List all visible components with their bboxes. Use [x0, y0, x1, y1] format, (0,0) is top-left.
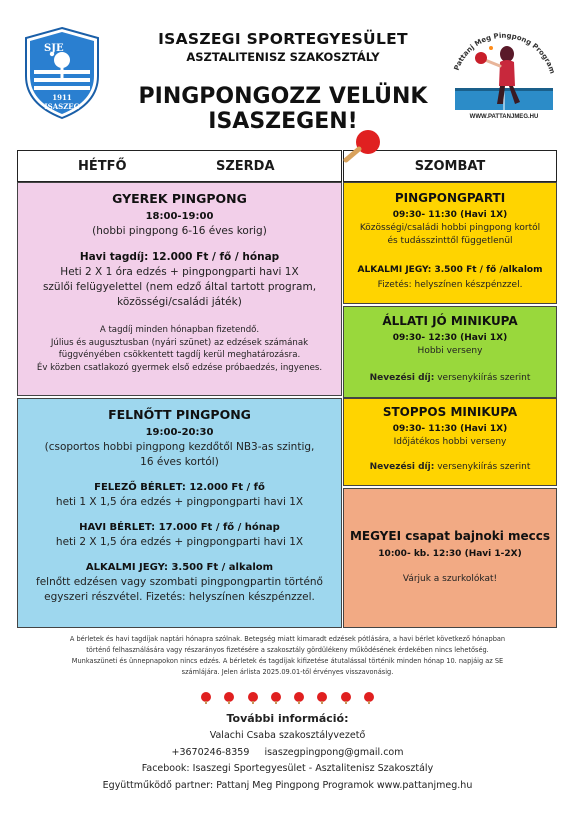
county-match-box [343, 488, 557, 628]
club-title: ISASZEGI SPORTEGYESÜLET [158, 30, 408, 48]
info-contact: Valachi Csaba szakosztályvezető [209, 730, 366, 741]
kids-note3: függvényében csökkentett tagdíj kerül meghatározásra. [58, 350, 301, 360]
kids-desc1: Heti 2 X 1 óra edzés + pingpongparti havi 1X [60, 266, 299, 278]
stop-desc: Időjátékos hobbi verseny [393, 437, 507, 447]
club-subtitle: ASZTALITENISZ SZAKOSZTÁLY [186, 50, 380, 64]
shield-initials: SJE [44, 43, 64, 54]
adult-monthly-pass-desc: heti 2 X 1,5 óra edzés + pingpongparti havi 1X [55, 536, 304, 548]
header [118, 30, 448, 134]
stop-time: 09:30- 11:30 (Havi 1X) [392, 424, 508, 434]
paddle-ball-icon [247, 692, 259, 704]
stop-minicup-box [343, 398, 557, 486]
kids-title: GYEREK PINGPONG [112, 191, 247, 206]
county-desc: Várjuk a szurkolókat! [402, 574, 498, 584]
header-wednesday: SZERDA [216, 158, 275, 174]
minicup-title: ÁLLATI JÓ MINIKUPA [382, 314, 518, 328]
weekday-header [17, 150, 342, 182]
minicup-time: 09:30- 12:30 (Havi 1X) [392, 333, 508, 343]
paddle-ball-icon [223, 692, 235, 704]
info-partner: Együttműködő partner: Pattanj Meg Pingpong Programok www.pattanjmeg.hu [102, 779, 473, 791]
footnote-line3: Munkaszüneti és ünnepnapokon nincs edzés. A bérletek és tagdíjak kifizetése átutalással történik minden hónap 10. napjáig az SE [71, 657, 504, 665]
adult-pingpong-box [17, 398, 342, 628]
adult-monthly-pass-title: HAVI BÉRLET: 17.000 Ft / fő / hónap [79, 522, 280, 533]
party-ticket: ALKALMI JEGY: 3.500 Ft / fő /alkalom [357, 265, 543, 275]
adult-time: 19:00-20:30 [145, 427, 214, 438]
stop-fee-value: versenykiírás szerint [434, 462, 531, 472]
party-time: 09:30- 11:30 (Havi 1X) [392, 210, 508, 220]
adult-title: FELNŐTT PINGPONG [108, 407, 251, 422]
paddle-ball-icon [316, 692, 328, 704]
animal-minicup-box [343, 306, 557, 398]
info-facebook: Facebook: Isaszegi Sportegyesület - Asztalitenisz Szakosztály [141, 763, 434, 774]
stop-fee-label: Nevezési díj: [369, 462, 435, 472]
minicup-fee-label: Nevezési díj: [369, 373, 435, 383]
info-title: További információ: [226, 712, 349, 725]
kids-pingpong-box [17, 182, 342, 396]
ball-divider [200, 692, 375, 706]
party-payment: Fizetés: helyszínen készpénzzel. [377, 280, 523, 290]
minicup-fee-value: versenykiírás szerint [434, 373, 531, 383]
kids-note2: Július és augusztusban (nyári szünet) az edzések számának [50, 337, 309, 348]
header-saturday: SZOMBAT [414, 158, 486, 174]
paddle-ball-icon [363, 692, 375, 704]
footnote-line4: számlájára. Jelen árlista 2025.09.01-től érvényes visszavonásig. [181, 668, 394, 676]
party-desc1: Közösségi/családi hobbi pingpong kortól [359, 223, 541, 233]
kids-desc2: szülői felügyelettel (nem edző által tartott program, [42, 281, 317, 293]
kids-note4: Év közben csatlakozó gyermek első edzése próbaedzés, ingyenes. [36, 362, 323, 373]
paddle-ball-icon [293, 692, 305, 704]
adult-half-pass-desc: heti 1 X 1,5 óra edzés + pingpongparti havi 1X [55, 496, 304, 508]
adult-desc2: 16 éves kortól) [140, 456, 219, 468]
paddle-ball-icon [270, 692, 282, 704]
adult-half-pass-title: FELEZŐ BÉRLET: 12.000 Ft / fő [94, 482, 265, 493]
adult-desc1: (csoportos hobbi pingpong kezdőtől NB3-as szintig, [44, 441, 315, 453]
adult-single-ticket-title: ALKALMI JEGY: 3.500 Ft / alkalom [85, 562, 274, 573]
partner-arc-text: Pattanj Meg Pingpong Program [452, 31, 557, 75]
stop-title: STOPPOS MINIKUPA [382, 405, 518, 419]
pingpong-party-box [343, 182, 557, 304]
paddle-ball-icon [340, 692, 352, 704]
stop-fee [344, 461, 556, 474]
headline-line2: ISASZEGEN! [208, 109, 358, 134]
info-phone-email: +3670246-8359 isaszegpingpong@gmail.com [171, 746, 404, 758]
kids-note1: A tagdíj minden hónapban fizetendő. [99, 325, 260, 335]
minicup-fee [344, 372, 556, 385]
kids-fee: Havi tagdíj: 12.000 Ft / fő / hónap [79, 251, 280, 263]
shield-town: ISASZEG [44, 102, 80, 111]
headline-line1: PINGPONGOZZ VELÜNK [138, 84, 428, 109]
party-title: PINGPONGPARTI [394, 191, 506, 205]
paddle-ball-icon [200, 692, 212, 704]
paddle-icon [340, 126, 384, 166]
club-shield-logo [22, 26, 102, 120]
partner-url: WWW.PATTANJMEG.HU [469, 114, 539, 120]
party-desc2: és tudásszinttől függetlenül [387, 236, 513, 246]
header-monday: HÉTFŐ [78, 158, 127, 174]
county-time: 10:00- kb. 12:30 (Havi 1-2X) [378, 549, 522, 559]
adult-single-ticket-desc1: felnőtt edzésen vagy szombati pingpongpartin történő [36, 576, 323, 588]
pricing-footnote [20, 634, 555, 678]
county-title: MEGYEI csapat bajnoki meccs [349, 529, 551, 543]
footnote-line1: A bérletek és havi tagdíjak naptári hónapra szólnak. Betegség miatt kimaradt edzések pótlására, a havi bérlet következő hónapban [69, 635, 506, 643]
kids-desc3: közösségi/családi játék) [117, 296, 242, 308]
footnote-line2: történő felhasználására vagy részarányos fizetésére a szakosztály gördülékeny működésének érdekében nincs lehetőség. [86, 646, 489, 654]
shield-year: 1911 [52, 93, 72, 102]
kids-time: 18:00-19:00 [145, 211, 214, 222]
kids-age: (hobbi pingpong 6-16 éves korig) [92, 225, 267, 237]
minicup-desc: Hobbi verseny [417, 346, 483, 356]
contact-info [20, 712, 555, 794]
adult-single-ticket-desc2: egyszeri részvétel. Fizetés: helyszínen készpénzzel. [44, 591, 315, 603]
